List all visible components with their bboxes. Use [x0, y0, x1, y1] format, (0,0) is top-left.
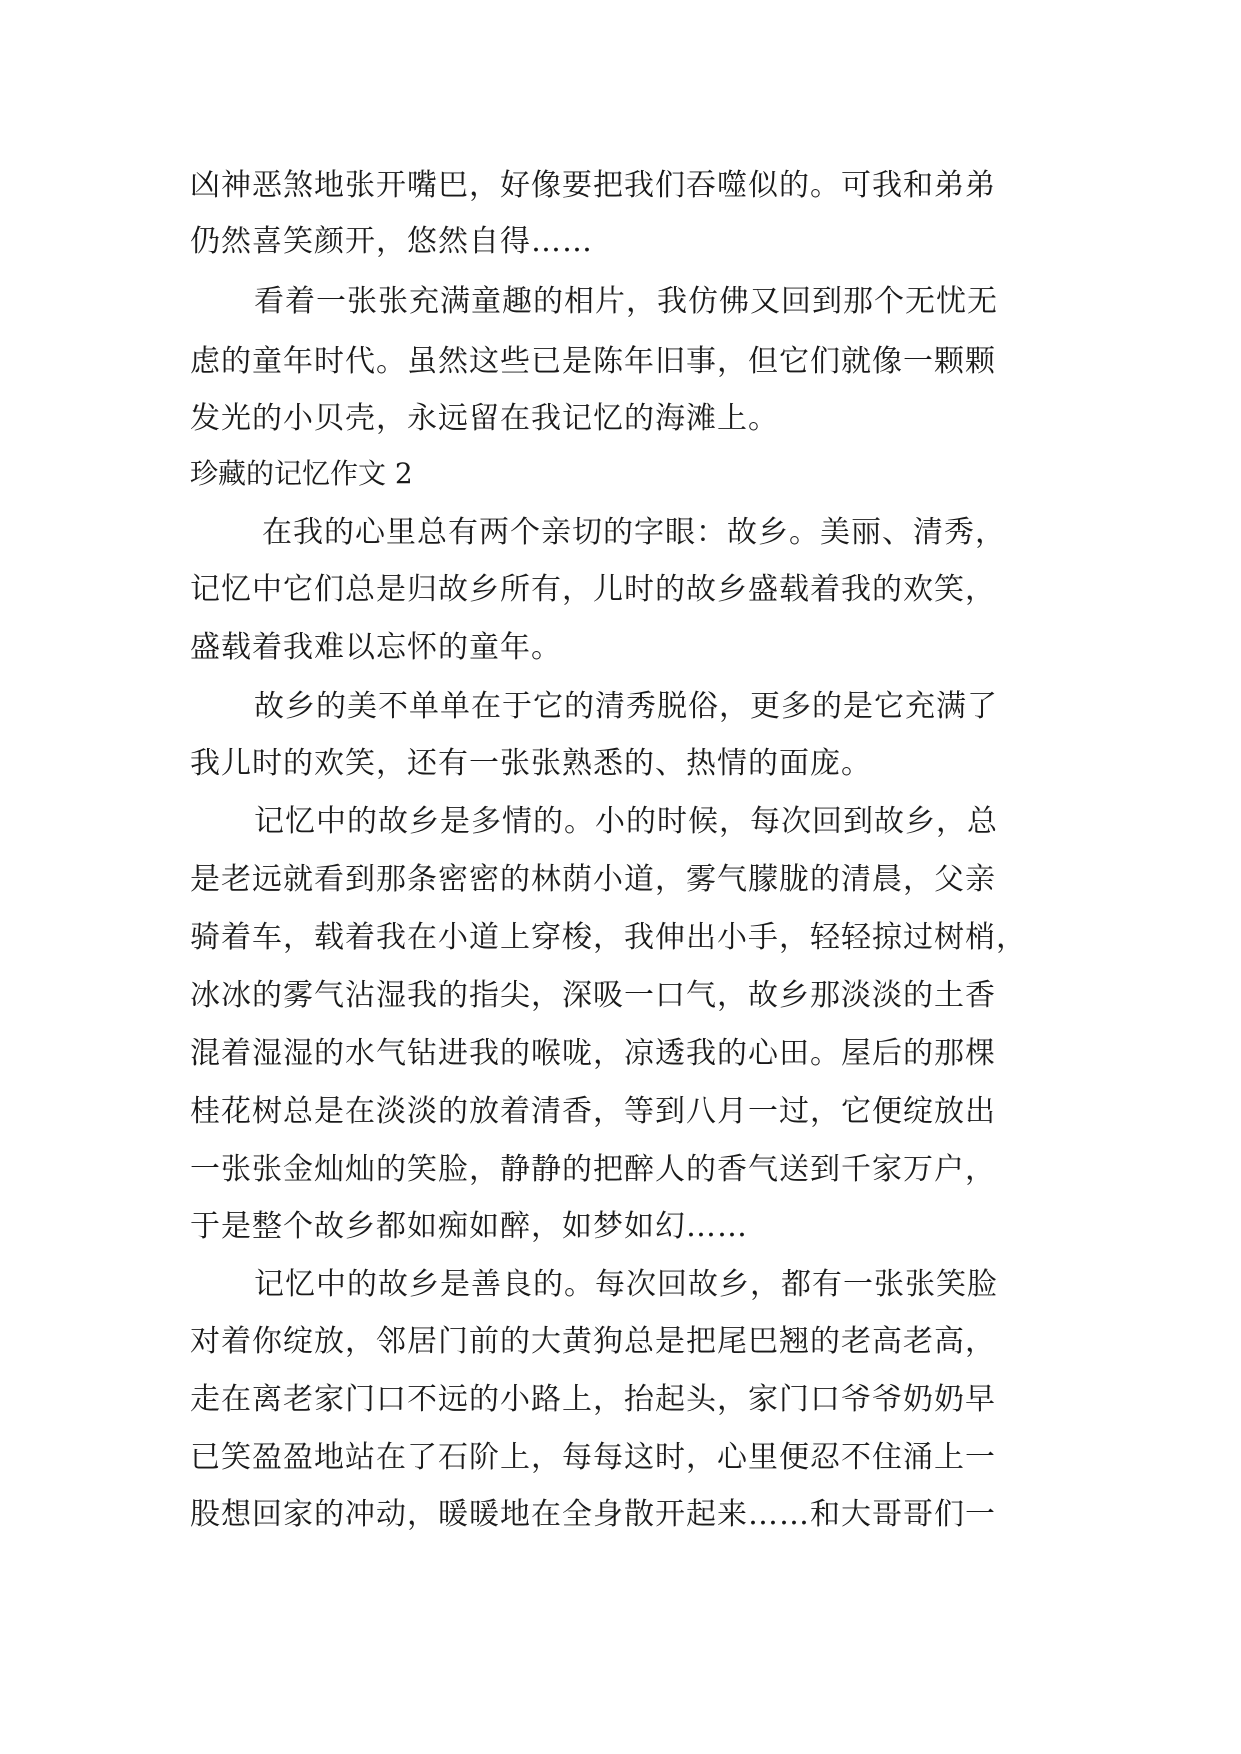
text-line: 已笑盈盈地站在了石阶上，每每这时，心里便忍不住涌上一	[190, 1440, 996, 1475]
text-line: 记忆中它们总是归故乡所有，儿时的故乡盛载着我的欢笑，	[190, 572, 996, 607]
paragraph-start-line: 故乡的美不单单在于它的清秀脱俗，更多的是它充满了	[254, 689, 998, 724]
text-line: 对着你绽放，邻居门前的大黄狗总是把尾巴翘的老高老高，	[190, 1324, 996, 1359]
paragraph-start-line: 记忆中的故乡是多情的。小的时候，每次回到故乡，总	[254, 804, 998, 839]
text-line: 股想回家的冲动，暖暖地在全身散开起来……和大哥哥们一	[190, 1497, 996, 1532]
text-line: 仍然喜笑颜开，悠然自得……	[190, 224, 593, 259]
text-line: 骑着车，载着我在小道上穿梭，我伸出小手，轻轻掠过树梢，	[190, 920, 1027, 955]
text-line: 我儿时的欢笑，还有一张张熟悉的、热情的面庞。	[190, 746, 872, 781]
paragraph-start-line: 记忆中的故乡是善良的。每次回故乡，都有一张张笑脸	[254, 1267, 998, 1302]
text-line: 混着湿湿的水气钻进我的喉咙，凉透我的心田。屋后的那棵	[190, 1036, 996, 1071]
text-line: 虑的童年时代。虽然这些已是陈年旧事，但它们就像一颗颗	[190, 344, 996, 379]
text-line: 发光的小贝壳，永远留在我记忆的海滩上。	[190, 401, 779, 436]
text-line: 桂花树总是在淡淡的放着清香，等到八月一过，它便绽放出	[190, 1094, 996, 1129]
text-line: 冰冰的雾气沾湿我的指尖，深吸一口气，故乡那淡淡的土香	[190, 978, 996, 1013]
section-heading: 珍藏的记忆作文 2	[190, 457, 413, 490]
paragraph-start-line: 看着一张张充满童趣的相片，我仿佛又回到那个无忧无	[254, 284, 998, 319]
text-line: 是老远就看到那条密密的林荫小道，雾气朦胧的清晨，父亲	[190, 862, 996, 897]
text-line: 凶神恶煞地张开嘴巴，好像要把我们吞噬似的。可我和弟弟	[190, 168, 996, 203]
text-line: 于是整个故乡都如痴如醉，如梦如幻……	[190, 1209, 748, 1244]
text-line: 盛载着我难以忘怀的童年。	[190, 630, 562, 665]
paragraph-start-line: 在我的心里总有两个亲切的字眼：故乡。美丽、清秀，	[262, 515, 1006, 550]
text-line: 一张张金灿灿的笑脸，静静的把醉人的香气送到千家万户，	[190, 1152, 996, 1187]
text-line: 走在离老家门口不远的小路上，抬起头，家门口爷爷奶奶早	[190, 1382, 996, 1417]
